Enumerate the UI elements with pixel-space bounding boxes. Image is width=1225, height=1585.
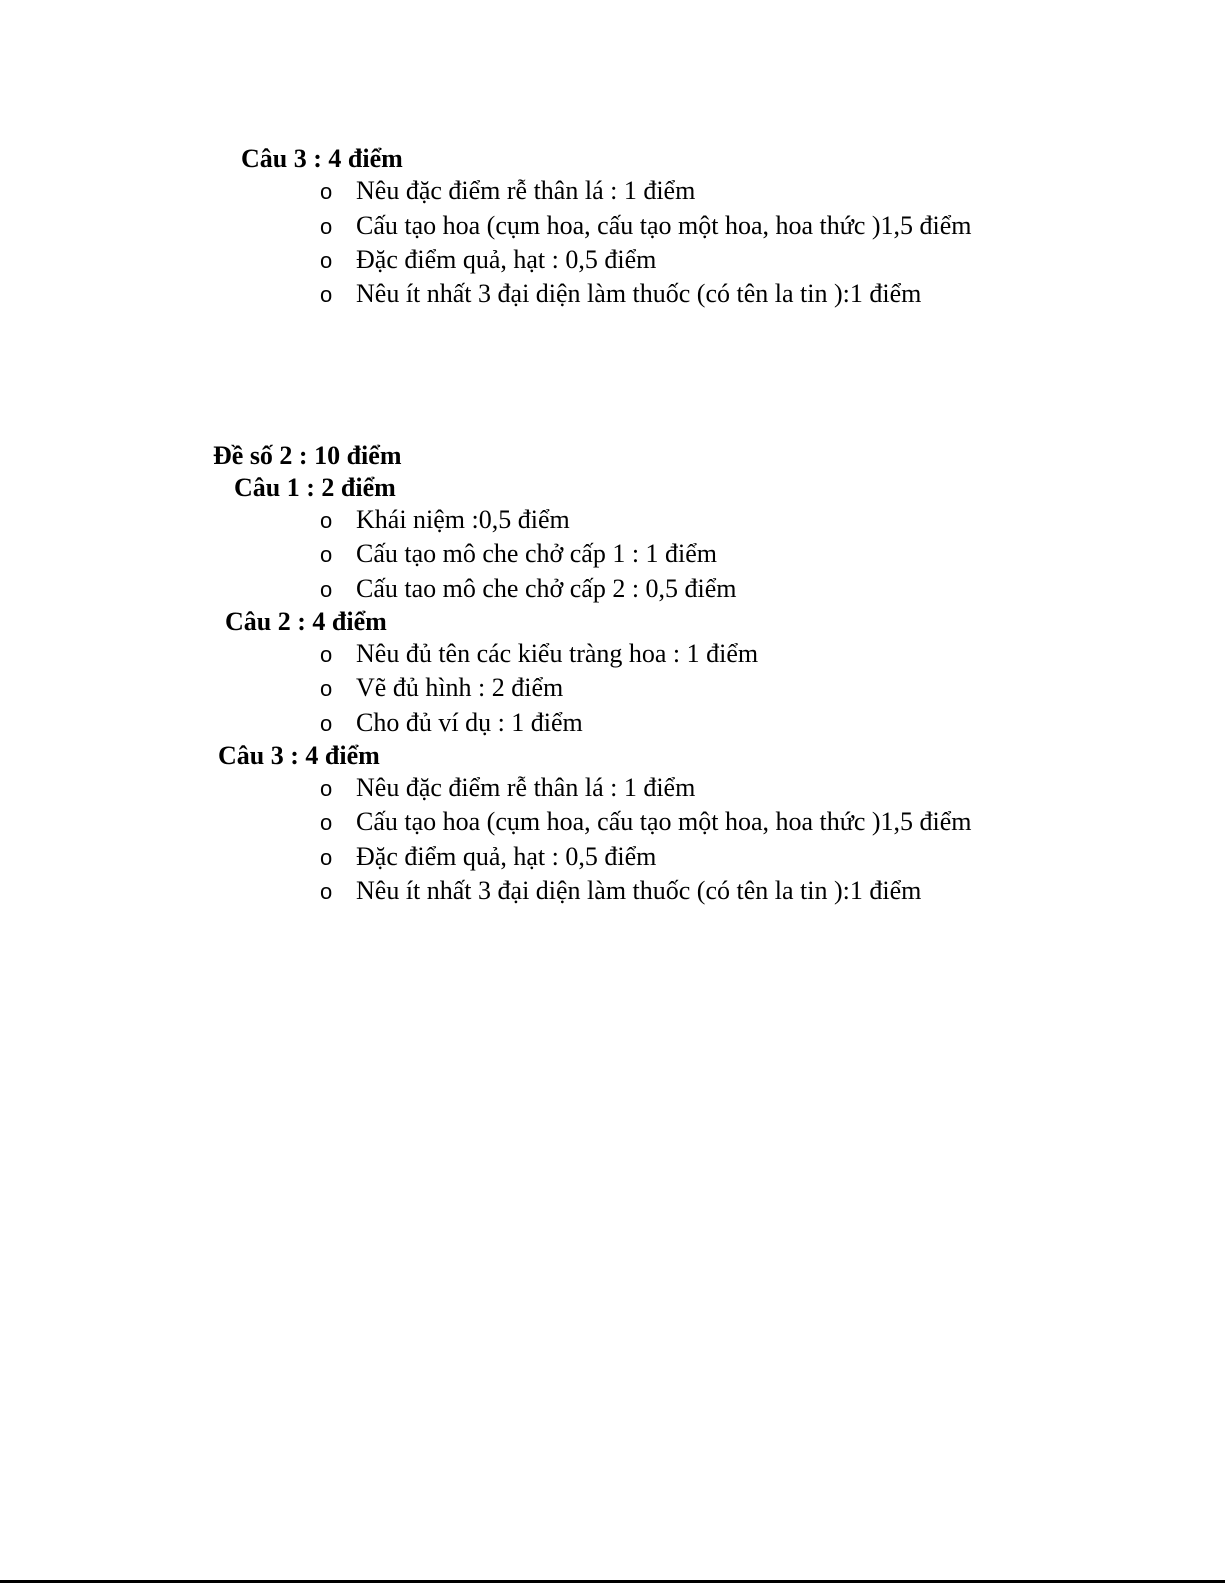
list-item-text: Khái niệm :0,5 điểm <box>356 505 570 534</box>
list-item-text: Cấu tao mô che chở cấp 2 : 0,5 điểm <box>356 574 737 603</box>
list-item <box>320 876 921 907</box>
bullet-icon: o <box>320 248 333 273</box>
bullet-icon: o <box>320 542 333 567</box>
list-item <box>320 505 570 536</box>
bullet-icon: o <box>320 810 333 835</box>
exam-title: Đề số 2 : 10 điểm <box>213 441 402 470</box>
bullet-icon: o <box>320 577 333 602</box>
list-item <box>320 574 737 605</box>
list-item-text: Cấu tạo hoa (cụm hoa, cấu tạo một hoa, hoa thức )1,5 điểm <box>356 211 972 240</box>
list-item-text: Nêu đặc điểm rễ thân lá : 1 điểm <box>356 773 696 802</box>
list-item-text: Đặc điểm quả, hạt : 0,5 điểm <box>356 842 657 871</box>
list-item-text: Cho đủ ví dụ : 1 điểm <box>356 708 583 737</box>
list-item-text: Nêu đặc điểm rễ thân lá : 1 điểm <box>356 176 696 205</box>
bullet-icon: o <box>320 676 333 701</box>
list-item <box>320 708 583 739</box>
list-item <box>320 176 695 207</box>
bullet-icon: o <box>320 642 333 667</box>
list-item-text: Cấu tạo hoa (cụm hoa, cấu tạo một hoa, hoa thức )1,5 điểm <box>356 807 972 836</box>
question-heading: Câu 3 : 4 điểm <box>218 741 380 770</box>
list-item-text: Nêu đủ tên các kiểu tràng hoa : 1 điểm <box>356 639 759 668</box>
bullet-icon: o <box>320 179 333 204</box>
list-item <box>320 639 758 670</box>
bullet-icon: o <box>320 214 333 239</box>
page-bottom-border <box>0 1580 1225 1583</box>
list-item <box>320 245 656 276</box>
list-item <box>320 842 656 873</box>
bullet-icon: o <box>320 508 333 533</box>
list-item <box>320 279 921 310</box>
list-item <box>320 211 972 242</box>
bullet-icon: o <box>320 776 333 801</box>
list-item <box>320 539 717 570</box>
bullet-icon: o <box>320 845 333 870</box>
bullet-icon: o <box>320 879 333 904</box>
bullet-icon: o <box>320 282 333 307</box>
question-heading: Câu 2 : 4 điểm <box>225 607 387 636</box>
list-item-text: Đặc điểm quả, hạt : 0,5 điểm <box>356 245 657 274</box>
list-item-text: Nêu ít nhất 3 đại diện làm thuốc (có tên la tin ):1 điểm <box>356 876 922 905</box>
list-item <box>320 673 563 704</box>
list-item-text: Vẽ đủ hình : 2 điểm <box>356 673 564 702</box>
bullet-icon: o <box>320 711 333 736</box>
list-item-text: Cấu tạo mô che chở cấp 1 : 1 điểm <box>356 539 718 568</box>
list-item-text: Nêu ít nhất 3 đại diện làm thuốc (có tên la tin ):1 điểm <box>356 279 922 308</box>
list-item <box>320 773 695 804</box>
list-item <box>320 807 972 838</box>
question-heading: Câu 3 : 4 điểm <box>241 144 403 173</box>
question-heading: Câu 1 : 2 điểm <box>234 473 396 502</box>
